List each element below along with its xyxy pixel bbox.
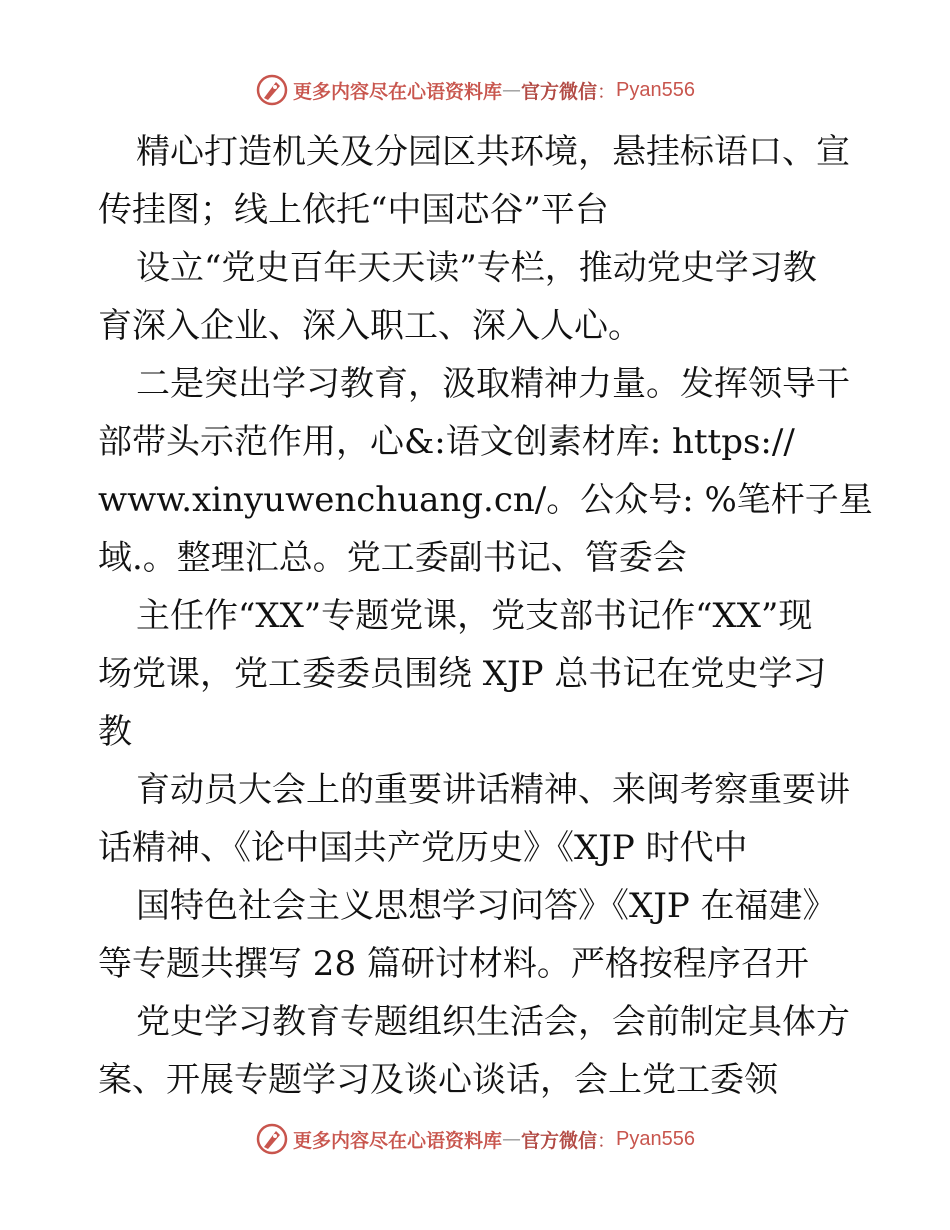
text-line: 等专题共撰写 28 篇研讨材料。严格按程序召开	[98, 944, 809, 984]
text-line: 传挂图；线上依托“中国芯谷”平台	[98, 190, 609, 230]
text-line: 教	[98, 712, 132, 752]
document-body	[98, 123, 878, 1109]
text-line: 育动员大会上的重要讲话精神、来闽考察重要讲	[136, 770, 850, 810]
text-line: 育深入企业、深入职工、深入人心。	[98, 306, 642, 346]
text-line: 设立“党史百年天天读”专栏，推动党史学习教	[136, 248, 817, 288]
header-slogan: 更多内容尽在心语资料库	[292, 80, 502, 103]
header-wechat-label: 官方微信	[521, 80, 598, 103]
footer-banner	[0, 1122, 950, 1156]
header-dash: —	[502, 79, 521, 101]
text-line: 党史学习教育专题组织生活会，会前制定具体方	[136, 1002, 850, 1042]
text-line: 域.。整理汇总。党工委副书记、管委会	[98, 538, 687, 578]
text-line: 话精神、《论中国共产党历史》《XJP 时代中	[98, 828, 748, 868]
footer-dash: —	[502, 1128, 521, 1150]
footer-wechat-label: 官方微信	[521, 1129, 598, 1152]
text-line: www.xinyuwenchuang.cn/。公众号: %笔杆子星	[98, 480, 873, 520]
footer-slogan: 更多内容尽在心语资料库	[292, 1129, 502, 1152]
pen-nib-logo-icon	[255, 1122, 289, 1156]
text-line: 国特色社会主义思想学习问答》《XJP 在福建》	[136, 886, 837, 926]
header-separator: ：	[597, 80, 617, 103]
pen-nib-logo-icon	[255, 73, 289, 107]
footer-wechat-id: Pyan556	[616, 1127, 695, 1150]
footer-separator: ：	[597, 1129, 617, 1152]
header-banner	[0, 73, 950, 107]
text-line: 部带头示范作用，心&:语文创素材库: https://	[98, 422, 795, 462]
text-line: 二是突出学习教育，汲取精神力量。发挥领导干	[136, 364, 850, 404]
text-line: 主任作“XX”专题党课，党支部书记作“XX”现	[136, 596, 813, 636]
text-line: 案、开展专题学习及谈心谈话，会上党工委领	[98, 1060, 778, 1100]
text-line: 场党课，党工委委员围绕 XJP 总书记在党史学习	[98, 654, 827, 694]
text-line: 精心打造机关及分园区共环境，悬挂标语口、宣	[136, 132, 850, 172]
header-wechat-id: Pyan556	[616, 78, 695, 101]
